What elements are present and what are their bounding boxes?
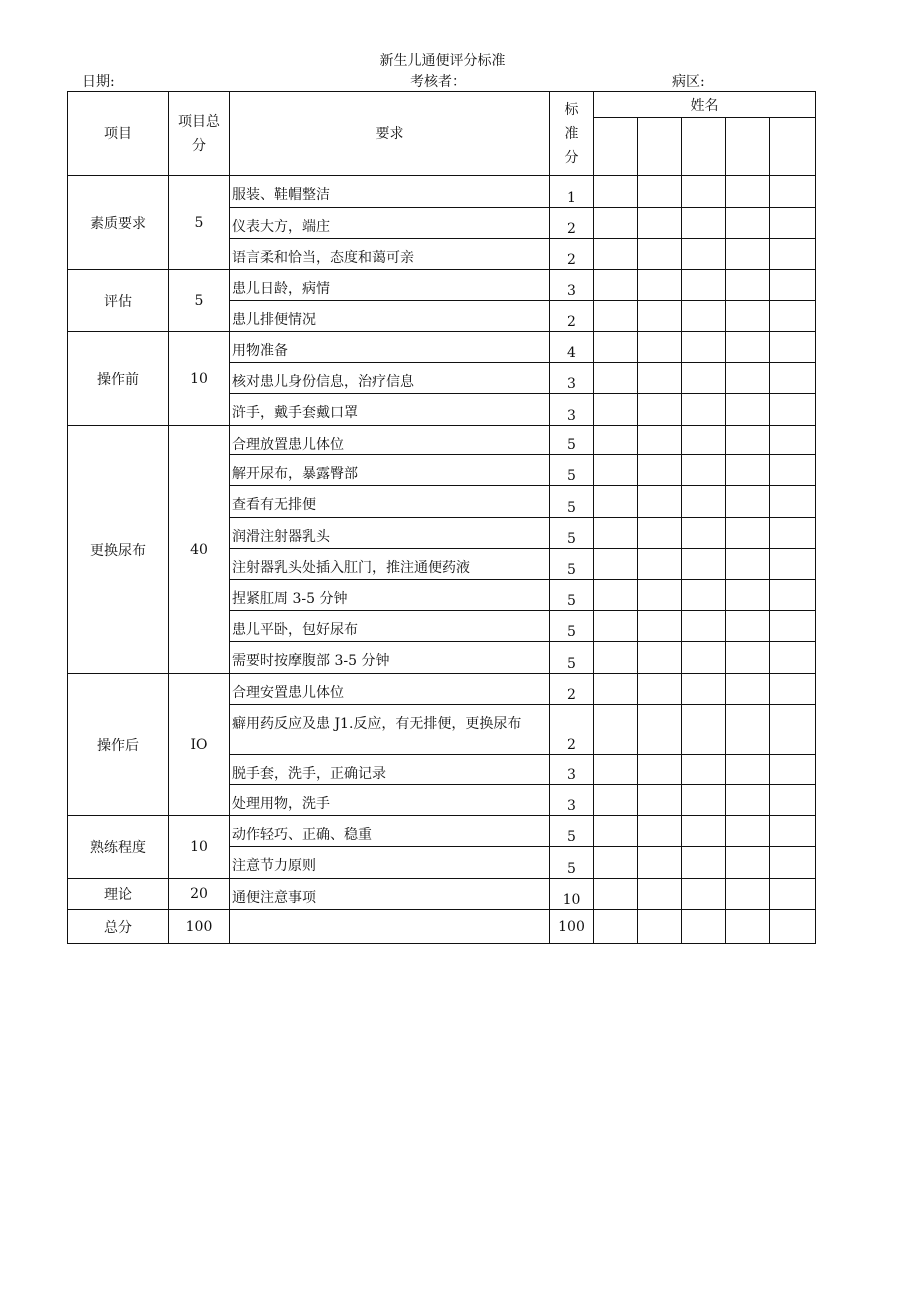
requirement-text: 癖用药反应及患 J1.反应，有无排便，更换尿布	[230, 705, 550, 755]
score-cell[interactable]	[682, 910, 726, 944]
score-cell[interactable]	[638, 176, 682, 208]
score-cell[interactable]	[726, 363, 770, 394]
section-name: 理论	[68, 879, 169, 910]
score-cell[interactable]	[682, 394, 726, 426]
standard-score: 2	[550, 674, 594, 705]
score-cell[interactable]	[770, 785, 816, 816]
name-column-cell[interactable]	[682, 118, 726, 176]
score-cell[interactable]	[594, 239, 638, 270]
score-cell[interactable]	[638, 518, 682, 549]
score-cell[interactable]	[770, 755, 816, 785]
score-cell[interactable]	[770, 580, 816, 611]
score-cell[interactable]	[726, 705, 770, 755]
score-cell[interactable]	[726, 785, 770, 816]
standard-score: 5	[550, 518, 594, 549]
header-requirement: 要求	[230, 92, 550, 176]
score-cell[interactable]	[594, 910, 638, 944]
total-row	[68, 910, 816, 944]
score-cell[interactable]	[770, 176, 816, 208]
score-cell[interactable]	[726, 176, 770, 208]
standard-score: 10	[550, 879, 594, 910]
score-cell[interactable]	[770, 486, 816, 518]
score-cell[interactable]	[638, 208, 682, 239]
header-name: 姓名	[594, 92, 816, 118]
standard-score: 1	[550, 176, 594, 208]
score-cell[interactable]	[682, 486, 726, 518]
score-cell[interactable]	[594, 394, 638, 426]
requirement-text: 语言柔和恰当，态度和蔼可亲	[230, 239, 550, 270]
header-item-total: 项目总分	[169, 92, 230, 176]
examiner-label: 考核者：	[410, 74, 466, 90]
score-cell[interactable]	[770, 847, 816, 879]
score-cell[interactable]	[638, 755, 682, 785]
score-cell[interactable]	[594, 486, 638, 518]
score-cell[interactable]	[682, 705, 726, 755]
score-cell[interactable]	[682, 455, 726, 486]
score-cell[interactable]	[594, 879, 638, 910]
requirement-text: 脱手套，洗手，正确记录	[230, 755, 550, 785]
name-column-cell[interactable]	[594, 118, 638, 176]
score-cell[interactable]	[682, 208, 726, 239]
score-cell[interactable]	[682, 239, 726, 270]
table-row	[68, 426, 816, 455]
table-row	[68, 332, 816, 363]
standard-score: 3	[550, 785, 594, 816]
standard-score: 5	[550, 816, 594, 847]
score-cell[interactable]	[726, 270, 770, 301]
score-cell[interactable]	[682, 785, 726, 816]
score-cell[interactable]	[638, 847, 682, 879]
standard-score: 2	[550, 301, 594, 332]
score-cell[interactable]	[638, 816, 682, 847]
score-cell[interactable]	[682, 816, 726, 847]
requirement-text: 解开尿布，暴露臀部	[230, 455, 550, 486]
score-cell[interactable]	[682, 270, 726, 301]
score-cell[interactable]	[594, 363, 638, 394]
score-cell[interactable]	[726, 426, 770, 455]
score-cell[interactable]	[638, 674, 682, 705]
table-row	[68, 879, 816, 910]
section-total: 10	[169, 816, 230, 879]
standard-score: 5	[550, 642, 594, 674]
score-cell[interactable]	[638, 549, 682, 580]
score-cell[interactable]	[770, 642, 816, 674]
score-cell[interactable]	[682, 847, 726, 879]
requirement-text: 动作轻巧、正确、稳重	[230, 816, 550, 847]
standard-score: 2	[550, 208, 594, 239]
score-cell[interactable]	[594, 176, 638, 208]
score-cell[interactable]	[594, 580, 638, 611]
score-cell[interactable]	[638, 301, 682, 332]
requirement-text: 捏紧肛周 3-5 分钟	[230, 580, 550, 611]
score-cell[interactable]	[594, 426, 638, 455]
score-cell[interactable]	[594, 611, 638, 642]
score-cell[interactable]	[770, 518, 816, 549]
section-name: 更换尿布	[68, 426, 169, 674]
score-cell[interactable]	[638, 785, 682, 816]
date-label: 日期:	[82, 74, 115, 90]
score-cell[interactable]	[682, 755, 726, 785]
total-item-score: 100	[169, 910, 230, 944]
requirement-text: 用物准备	[230, 332, 550, 363]
requirement-text: 查看有无排便	[230, 486, 550, 518]
ward-label: 病区:	[672, 74, 705, 90]
score-cell[interactable]	[594, 674, 638, 705]
score-cell[interactable]	[726, 549, 770, 580]
requirement-text: 合理安置患儿体位	[230, 674, 550, 705]
score-cell[interactable]	[638, 239, 682, 270]
section-total: 40	[169, 426, 230, 674]
total-label: 总分	[68, 910, 169, 944]
score-cell[interactable]	[638, 332, 682, 363]
score-cell[interactable]	[594, 301, 638, 332]
score-cell[interactable]	[594, 518, 638, 549]
score-cell[interactable]	[682, 879, 726, 910]
requirement-text: 服装、鞋帽整洁	[230, 176, 550, 208]
score-cell[interactable]	[726, 847, 770, 879]
section-total: 10	[169, 332, 230, 426]
score-cell[interactable]	[770, 208, 816, 239]
score-cell[interactable]	[682, 518, 726, 549]
requirement-text: 仪表大方，端庄	[230, 208, 550, 239]
score-cell[interactable]	[638, 910, 682, 944]
score-cell[interactable]	[594, 208, 638, 239]
score-cell[interactable]	[770, 363, 816, 394]
requirement-text: 患儿排便情况	[230, 301, 550, 332]
score-cell[interactable]	[638, 642, 682, 674]
score-cell[interactable]	[770, 611, 816, 642]
score-cell[interactable]	[770, 705, 816, 755]
table-row	[68, 816, 816, 847]
score-cell[interactable]	[682, 674, 726, 705]
standard-score: 5	[550, 611, 594, 642]
requirement-text: 核对患儿身份信息，治疗信息	[230, 363, 550, 394]
score-cell[interactable]	[638, 611, 682, 642]
scoring-table	[67, 91, 816, 944]
table-row	[68, 674, 816, 705]
score-cell[interactable]	[638, 394, 682, 426]
score-cell[interactable]	[726, 301, 770, 332]
score-cell[interactable]	[726, 755, 770, 785]
section-name: 熟练程度	[68, 816, 169, 879]
section-name: 素质要求	[68, 176, 169, 270]
total-standard-score: 100	[550, 910, 594, 944]
score-cell[interactable]	[682, 176, 726, 208]
standard-score: 3	[550, 755, 594, 785]
score-cell[interactable]	[770, 426, 816, 455]
score-cell[interactable]	[726, 332, 770, 363]
score-cell[interactable]	[682, 580, 726, 611]
score-cell[interactable]	[594, 705, 638, 755]
requirement-text: 需要时按摩腹部 3-5 分钟	[230, 642, 550, 674]
score-cell[interactable]	[638, 363, 682, 394]
standard-score: 5	[550, 486, 594, 518]
score-cell[interactable]	[726, 816, 770, 847]
standard-score: 2	[550, 239, 594, 270]
section-name: 操作前	[68, 332, 169, 426]
standard-score: 5	[550, 847, 594, 879]
score-cell[interactable]	[726, 674, 770, 705]
score-cell[interactable]	[770, 879, 816, 910]
score-cell[interactable]	[770, 239, 816, 270]
score-cell[interactable]	[638, 426, 682, 455]
section-total: 5	[169, 176, 230, 270]
standard-score: 2	[550, 705, 594, 755]
header-standard-score: 标准分	[550, 92, 594, 176]
standard-score: 3	[550, 270, 594, 301]
requirement-text: 患儿平卧，包好尿布	[230, 611, 550, 642]
section-name: 评估	[68, 270, 169, 332]
standard-score: 4	[550, 332, 594, 363]
score-cell[interactable]	[726, 486, 770, 518]
requirement-text: 浒手，戴手套戴口罩	[230, 394, 550, 426]
total-requirement-cell	[230, 910, 550, 944]
name-column-cell[interactable]	[638, 118, 682, 176]
score-cell[interactable]	[726, 239, 770, 270]
name-column-cell[interactable]	[770, 118, 816, 176]
score-cell[interactable]	[770, 301, 816, 332]
table-row	[68, 270, 816, 301]
section-total: 20	[169, 879, 230, 910]
requirement-text: 通便注意事项	[230, 879, 550, 910]
page-title: 新生儿通便评分标准	[379, 53, 506, 69]
requirement-text: 注意节力原则	[230, 847, 550, 879]
requirement-text: 处理用物，洗手	[230, 785, 550, 816]
score-cell[interactable]	[726, 518, 770, 549]
score-cell[interactable]	[770, 910, 816, 944]
score-cell[interactable]	[726, 642, 770, 674]
score-cell[interactable]	[682, 332, 726, 363]
score-cell[interactable]	[726, 208, 770, 239]
section-total: IO	[169, 674, 230, 816]
section-name: 操作后	[68, 674, 169, 816]
score-cell[interactable]	[770, 674, 816, 705]
requirement-text: 注射器乳头处插入肛门，推注通便药液	[230, 549, 550, 580]
score-cell[interactable]	[682, 363, 726, 394]
score-cell[interactable]	[682, 301, 726, 332]
header-item: 项目	[68, 92, 169, 176]
score-cell[interactable]	[726, 611, 770, 642]
score-cell[interactable]	[638, 270, 682, 301]
table-row	[68, 176, 816, 208]
standard-score: 5	[550, 455, 594, 486]
score-cell[interactable]	[726, 394, 770, 426]
score-cell[interactable]	[682, 642, 726, 674]
name-column-cell[interactable]	[726, 118, 770, 176]
score-cell[interactable]	[638, 580, 682, 611]
requirement-text: 合理放置患儿体位	[230, 426, 550, 455]
score-cell[interactable]	[594, 455, 638, 486]
score-cell[interactable]	[726, 910, 770, 944]
score-cell[interactable]	[726, 455, 770, 486]
requirement-text: 患儿日龄，病情	[230, 270, 550, 301]
score-cell[interactable]	[726, 879, 770, 910]
requirement-text: 润滑注射器乳头	[230, 518, 550, 549]
score-cell[interactable]	[594, 332, 638, 363]
score-cell[interactable]	[770, 549, 816, 580]
score-cell[interactable]	[594, 642, 638, 674]
standard-score: 3	[550, 394, 594, 426]
score-cell[interactable]	[770, 270, 816, 301]
score-cell[interactable]	[770, 332, 816, 363]
score-cell[interactable]	[682, 426, 726, 455]
score-cell[interactable]	[594, 755, 638, 785]
score-cell[interactable]	[594, 816, 638, 847]
score-cell[interactable]	[726, 580, 770, 611]
section-total: 5	[169, 270, 230, 332]
score-cell[interactable]	[770, 455, 816, 486]
score-cell[interactable]	[594, 847, 638, 879]
score-cell[interactable]	[770, 394, 816, 426]
score-cell[interactable]	[638, 705, 682, 755]
score-cell[interactable]	[638, 879, 682, 910]
score-cell[interactable]	[682, 549, 726, 580]
score-cell[interactable]	[638, 486, 682, 518]
standard-score: 5	[550, 580, 594, 611]
score-cell[interactable]	[638, 455, 682, 486]
score-cell[interactable]	[594, 270, 638, 301]
score-cell[interactable]	[594, 549, 638, 580]
standard-score: 3	[550, 363, 594, 394]
standard-score: 5	[550, 426, 594, 455]
score-cell[interactable]	[770, 816, 816, 847]
score-cell[interactable]	[682, 611, 726, 642]
standard-score: 5	[550, 549, 594, 580]
score-cell[interactable]	[594, 785, 638, 816]
